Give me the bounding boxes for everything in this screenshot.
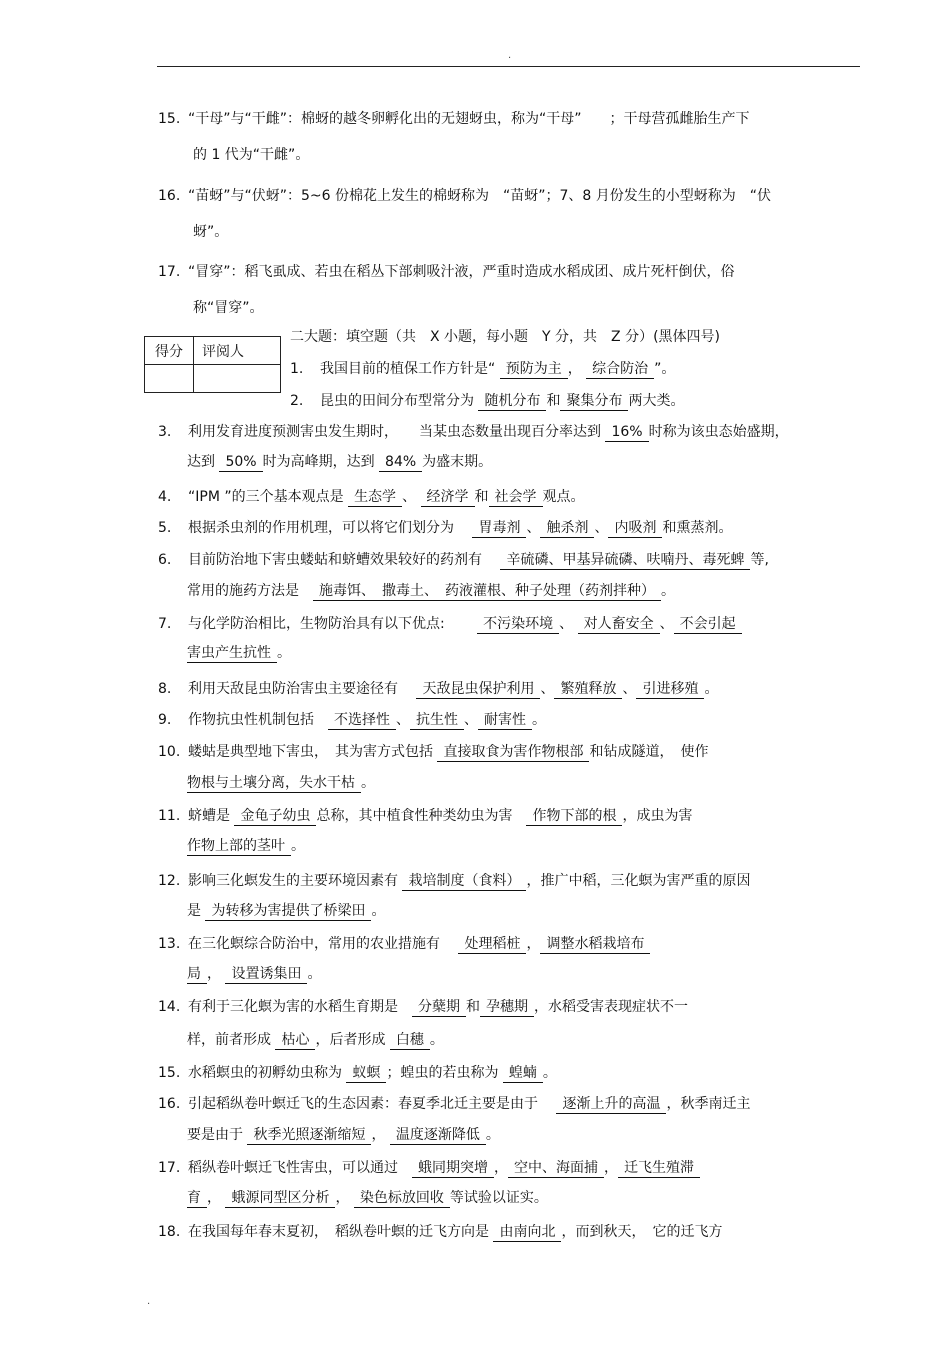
q14-line2: 样，前者形成 枯心 ，后者形成 白穗 。 xyxy=(187,1032,444,1048)
q4: 4. “IPM ”的三个基本观点是 生态学 、 经济学 和 社会学 观点。 xyxy=(158,489,585,505)
def-17-line1: 17. “冒穿”：稻飞虱成、若虫在稻丛下部刺吸汁液，严重时造成水稻成团、成片死杆倒伏，俗 xyxy=(158,264,735,280)
q6-line1: 6. 目前防治地下害虫蝼蛄和蛴螬效果较好的药剂有 辛硫磷、甲基异硫磷、呋喃丹、毒死蜱 等, xyxy=(158,552,769,568)
q12-line1: 12. 影响三化螟发生的主要环境因素有 栽培制度（食料） ，推广中稻，三化螟为害严重的原因 xyxy=(158,873,751,889)
answer-blank: 随机分布 xyxy=(478,393,546,411)
answer-blank: 16% xyxy=(605,424,648,442)
header-mark: . xyxy=(508,50,512,61)
q16-line2: 要是由于 秋季光照逐渐缩短 ， 温度逐渐降低 。 xyxy=(187,1127,500,1143)
q18-line1: 18. 在我国每年春末夏初， 稻纵卷叶螟的迁飞方向是 由南向北 ，而到秋天， 它的迁飞方 xyxy=(158,1224,723,1240)
grader-label: 评阅人 xyxy=(194,337,281,365)
header-rule xyxy=(157,66,860,67)
q10-line1: 10. 蝼蛄是典型地下害虫， 其为害方式包括 直接取食为害作物根部 和钻成隧道， 使作 xyxy=(158,744,709,760)
answer-blank: 预防为主 xyxy=(500,361,568,379)
q13-line2: 局 ， 设置诱集田 。 xyxy=(187,966,322,982)
q11-line2: 作物上部的茎叶 。 xyxy=(187,838,305,854)
q12-line2: 是 为转移为害提供了桥梁田 。 xyxy=(187,903,386,919)
q6-line2: 常用的施药方法是 施毒饵、 撒毒土、 药液灌根、种子处理（药剂拌种） 。 xyxy=(187,583,675,599)
q17-line2: 育 ， 蛾源同型区分析 ， 染色标放回收 等试验以证实。 xyxy=(187,1190,548,1206)
q14-line1: 14. 有利于三化螟为害的水稻生育期是 分蘖期 和 孕穗期 ，水稻受害表现症状不一 xyxy=(158,999,688,1015)
score-label: 得分 xyxy=(145,337,194,365)
answer-blank: 综合防治 xyxy=(586,361,654,379)
q17-line1: 17. 稻纵卷叶螟迁飞性害虫，可以通过 蛾同期突增 ， 空中、海面捕 ， 迁飞生殖滞 xyxy=(158,1158,700,1178)
q9: 9. 作物抗虫性机制包括 不选择性 、 抗生性 、 耐害性 。 xyxy=(158,712,546,728)
answer-blank: 50% xyxy=(219,454,262,472)
q5: 5. 根据杀虫剂的作用机理，可以将它们划分为 胃毒剂 、 触杀剂 、 内吸剂 和熏蒸剂。 xyxy=(158,520,733,536)
q8: 8. 利用天敌昆虫防治害虫主要途径有 天敌昆虫保护利用 、 繁殖释放 、 引进移殖 。 xyxy=(158,681,719,697)
answer-blank: 84% xyxy=(379,454,422,472)
def-16-line2: 蚜”。 xyxy=(193,224,229,240)
q16-line1: 16. 引起稻纵卷叶螟迁飞的生态因素：春夏季北迁主要是由于 逐渐上升的高温 ，秋季南迁主 xyxy=(158,1096,751,1112)
footer-mark: . xyxy=(147,1296,151,1307)
def-15-line2: 的 1 代为“干雌”。 xyxy=(193,147,310,163)
q7-line1: 7. 与化学防治相比，生物防治具有以下优点: 不污染环境 、 对人畜安全 、 不会引起 xyxy=(158,614,742,634)
q2: 2. 昆虫的田间分布型常分为 随机分布 和 聚集分布 两大类。 xyxy=(290,393,685,409)
q3-line2: 达到 50% 时为高峰期，达到 84% 为盛末期。 xyxy=(187,454,493,470)
score-cell xyxy=(145,365,194,393)
q13-line1: 13. 在三化螟综合防治中，常用的农业措施有 处理稻桩 ， 调整水稻栽培布 xyxy=(158,934,650,954)
q7-line2: 害虫产生抗性 。 xyxy=(187,645,291,661)
q10-line2: 物根与土壤分离，失水干枯 。 xyxy=(187,775,375,791)
def-16-line1: 16. “苗蚜”与“伏蚜”：5~6 份棉花上发生的棉蚜称为 “苗蚜”；7、8 月份发生的小型蚜称为 “伏 xyxy=(158,188,772,204)
q11-line1: 11. 蛴螬是 金龟子幼虫 总称，其中植食性种类幼虫为害 作物下部的根 ，成虫为害 xyxy=(158,808,693,824)
q1: 1. 我国目前的植保工作方针是“ 预防为主 ， 综合防治 ”。 xyxy=(290,361,676,377)
section-title: 二大题：填空题（共 X 小题，每小题 Y 分，共 Z 分）(黑体四号) xyxy=(290,329,721,345)
def-15-line1: 15. “干母”与“干雌”：棉蚜的越冬卵孵化出的无翅蚜虫，称为“干母” ；干母营孤雌胎生产下 xyxy=(158,111,750,127)
q15: 15. 水稻螟虫的初孵幼虫称为 蚁螟 ；蝗虫的若虫称为 蝗蝻 。 xyxy=(158,1065,557,1081)
def-17-line2: 称“冒穿”。 xyxy=(193,300,264,316)
grader-cell xyxy=(194,365,281,393)
score-box xyxy=(144,336,281,393)
answer-blank: 聚集分布 xyxy=(560,393,628,411)
q3-line1: 3. 利用发育进度预测害虫发生期时， 当某虫态数量出现百分率达到 16% 时称为该虫态始盛期， xyxy=(158,424,789,440)
